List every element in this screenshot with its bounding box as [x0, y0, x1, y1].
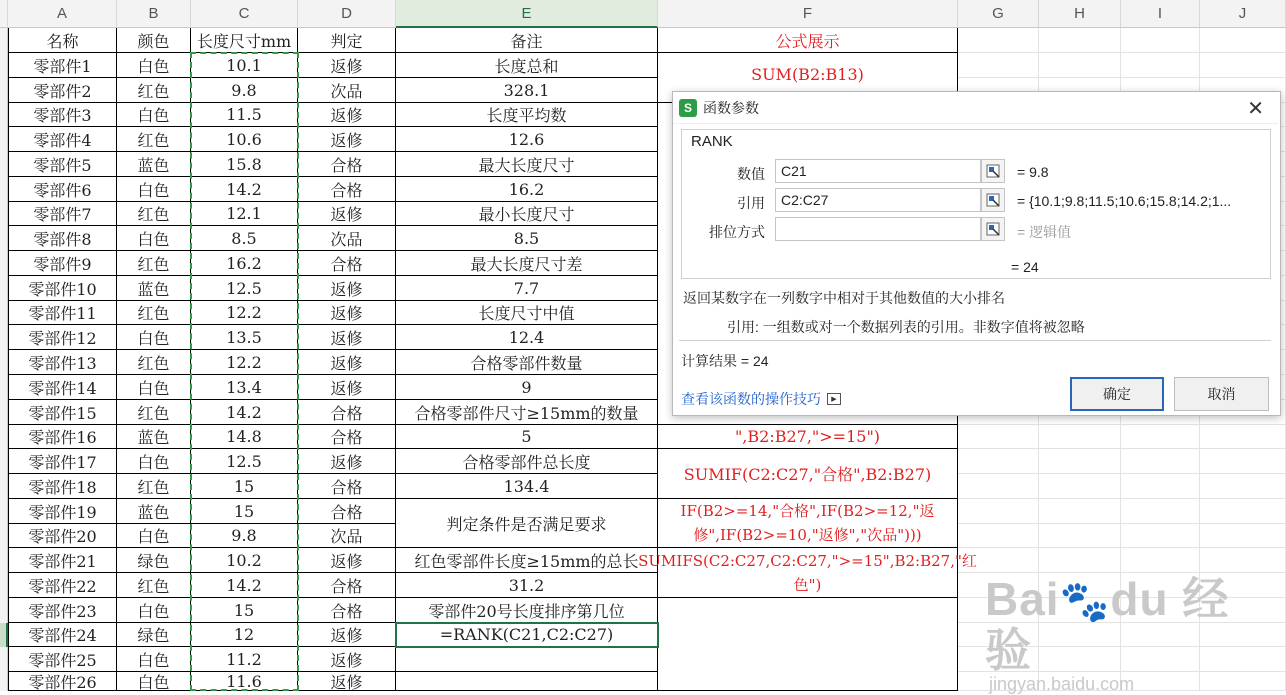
table-cell[interactable]: 次品 — [298, 78, 396, 103]
notes-cell[interactable] — [396, 672, 658, 691]
column-header-h[interactable]: H — [1039, 0, 1121, 28]
table-cell[interactable]: 15 — [191, 499, 298, 524]
cancel-button[interactable]: 取消 — [1174, 377, 1269, 411]
table-cell[interactable]: 返修 — [298, 276, 396, 301]
table-cell[interactable]: 零部件6 — [8, 177, 117, 202]
table-cell[interactable]: 次品 — [298, 524, 396, 548]
table-cell[interactable]: 零部件18 — [8, 474, 117, 499]
empty-cell[interactable] — [1200, 28, 1286, 53]
table-cell[interactable]: 蓝色 — [117, 152, 191, 177]
table-cell[interactable]: 次品 — [298, 226, 396, 251]
notes-cell[interactable]: =RANK(C21,C2:C27) — [396, 623, 658, 647]
notes-cell[interactable]: 判定条件是否满足要求 — [396, 499, 658, 548]
table-cell[interactable]: 白色 — [117, 325, 191, 350]
notes-cell[interactable]: 16.2 — [396, 177, 658, 202]
table-cell[interactable]: 返修 — [298, 548, 396, 573]
table-cell[interactable]: 12.2 — [191, 301, 298, 325]
notes-cell[interactable]: 红色零部件长度≥15mm的总长 — [396, 548, 658, 573]
formula-cell[interactable]: 公式展示 — [658, 28, 958, 53]
table-cell[interactable]: 长度尺寸mm — [191, 28, 298, 53]
column-header-b[interactable]: B — [117, 0, 191, 28]
empty-cell[interactable] — [1039, 499, 1121, 524]
table-cell[interactable]: 白色 — [117, 375, 191, 400]
order-input[interactable] — [775, 217, 981, 241]
table-cell[interactable]: 零部件2 — [8, 78, 117, 103]
empty-cell[interactable] — [1039, 425, 1121, 449]
table-cell[interactable]: 14.2 — [191, 400, 298, 425]
function-name: RANK — [691, 133, 733, 150]
notes-cell[interactable]: 8.5 — [396, 226, 658, 251]
empty-cell[interactable] — [1121, 449, 1200, 474]
empty-cell[interactable] — [1121, 672, 1200, 691]
table-cell[interactable]: 14.2 — [191, 573, 298, 598]
table-cell[interactable]: 9.8 — [191, 524, 298, 548]
table-cell[interactable]: 零部件5 — [8, 152, 117, 177]
empty-cell[interactable] — [958, 474, 1039, 499]
empty-cell[interactable] — [1121, 28, 1200, 53]
empty-cell[interactable] — [958, 647, 1039, 672]
active-cell-e24[interactable] — [395, 622, 659, 648]
formula-cell[interactable]: SUM(B2:B13) — [658, 53, 958, 103]
overall-result: = 24 — [1011, 259, 1039, 275]
table-cell[interactable]: 白色 — [117, 103, 191, 127]
empty-cell[interactable] — [958, 28, 1039, 53]
notes-cell[interactable]: 最小长度尺寸 — [396, 202, 658, 226]
table-cell[interactable]: 合格 — [298, 598, 396, 623]
notes-cell[interactable]: 328.1 — [396, 78, 658, 103]
param-label-order: 排位方式 — [709, 224, 765, 240]
table-cell[interactable]: 返修 — [298, 449, 396, 474]
table-cell[interactable]: 红色 — [117, 350, 191, 375]
empty-cell[interactable] — [1039, 53, 1121, 78]
notes-cell[interactable]: 合格零部件数量 — [396, 350, 658, 375]
table-cell[interactable]: 红色 — [117, 127, 191, 152]
table-cell[interactable]: 零部件9 — [8, 251, 117, 276]
table-cell[interactable]: 12.1 — [191, 202, 298, 226]
empty-cell[interactable] — [958, 449, 1039, 474]
empty-cell[interactable] — [1121, 53, 1200, 78]
table-cell[interactable]: 零部件12 — [8, 325, 117, 350]
table-cell[interactable]: 8.5 — [191, 226, 298, 251]
notes-cell[interactable]: 零部件20号长度排序第几位 — [396, 598, 658, 623]
empty-cell[interactable] — [1121, 548, 1200, 573]
empty-cell[interactable] — [1121, 425, 1200, 449]
table-cell[interactable]: 11.5 — [191, 103, 298, 127]
table-cell[interactable]: 12.5 — [191, 276, 298, 301]
table-cell[interactable]: 返修 — [298, 672, 396, 691]
empty-cell[interactable] — [958, 623, 1039, 647]
number-input[interactable]: C21 — [775, 159, 981, 183]
column-header-a[interactable]: A — [8, 0, 117, 28]
empty-cell[interactable] — [1121, 499, 1200, 524]
table-cell[interactable]: 11.6 — [191, 672, 298, 691]
notes-cell[interactable]: 长度平均数 — [396, 103, 658, 127]
help-link[interactable] — [681, 389, 841, 409]
column-header-i[interactable]: I — [1121, 0, 1200, 28]
select-all-corner[interactable] — [0, 0, 8, 28]
empty-cell[interactable] — [958, 499, 1039, 524]
empty-cell[interactable] — [1039, 573, 1121, 598]
notes-cell[interactable]: 合格零部件尺寸≥15mm的数量 — [396, 400, 658, 425]
param-label-ref: 引用 — [737, 195, 765, 211]
table-cell[interactable]: 合格 — [298, 499, 396, 524]
table-cell[interactable]: 合格 — [298, 251, 396, 276]
table-cell[interactable]: 零部件22 — [8, 573, 117, 598]
empty-cell[interactable] — [1200, 598, 1286, 623]
table-cell[interactable]: 返修 — [298, 301, 396, 325]
table-cell[interactable]: 零部件24 — [8, 623, 117, 647]
wps-s-icon: S — [679, 99, 697, 117]
table-cell[interactable]: 12 — [191, 623, 298, 647]
param-description: 引用: 一组数或对一个数据列表的引用。非数字值将被忽略 — [727, 319, 1085, 335]
empty-cell[interactable] — [1121, 524, 1200, 548]
table-cell[interactable]: 零部件17 — [8, 449, 117, 474]
table-cell[interactable]: 14.8 — [191, 425, 298, 449]
table-cell[interactable]: 零部件25 — [8, 647, 117, 672]
empty-cell[interactable] — [1200, 449, 1286, 474]
table-cell[interactable]: 红色 — [117, 251, 191, 276]
table-cell[interactable]: 10.2 — [191, 548, 298, 573]
column-header-e[interactable]: E — [396, 0, 658, 28]
empty-cell[interactable] — [958, 598, 1039, 623]
table-cell[interactable]: 判定 — [298, 28, 396, 53]
empty-cell[interactable] — [1200, 573, 1286, 598]
empty-cell[interactable] — [958, 524, 1039, 548]
notes-cell[interactable]: 12.6 — [396, 127, 658, 152]
table-cell[interactable]: 11.2 — [191, 647, 298, 672]
empty-cell[interactable] — [1039, 28, 1121, 53]
ok-button[interactable]: 确定 — [1070, 377, 1164, 411]
empty-cell[interactable] — [958, 672, 1039, 691]
empty-cell[interactable] — [1121, 573, 1200, 598]
empty-cell[interactable] — [1200, 425, 1286, 449]
empty-cell[interactable] — [1200, 474, 1286, 499]
empty-cell[interactable] — [1200, 623, 1286, 647]
table-cell[interactable]: 零部件21 — [8, 548, 117, 573]
function-description: 返回某数字在一列数字中相对于其他数值的大小排名 — [683, 290, 1005, 306]
range-picker-icon[interactable] — [981, 159, 1005, 183]
table-cell[interactable]: 10.1 — [191, 53, 298, 78]
empty-cell[interactable] — [1200, 548, 1286, 573]
table-cell[interactable]: 合格 — [298, 474, 396, 499]
table-cell[interactable]: 白色 — [117, 449, 191, 474]
table-cell[interactable]: 蓝色 — [117, 276, 191, 301]
row-header-selected — [0, 623, 8, 647]
table-cell[interactable]: 零部件15 — [8, 400, 117, 425]
notes-cell[interactable]: 长度总和 — [396, 53, 658, 78]
notes-cell[interactable] — [396, 647, 658, 672]
notes-cell[interactable]: 9 — [396, 375, 658, 400]
table-cell[interactable]: 合格 — [298, 400, 396, 425]
row-gutter — [0, 28, 8, 691]
notes-cell[interactable]: 合格零部件总长度 — [396, 449, 658, 474]
table-cell[interactable]: 12.2 — [191, 350, 298, 375]
empty-cell[interactable] — [1039, 548, 1121, 573]
table-cell[interactable]: 零部件26 — [8, 672, 117, 691]
empty-cell[interactable] — [1200, 53, 1286, 78]
table-cell[interactable]: 10.6 — [191, 127, 298, 152]
table-cell[interactable]: 合格 — [298, 152, 396, 177]
column-header-f[interactable]: F — [658, 0, 958, 28]
table-cell[interactable]: 15 — [191, 474, 298, 499]
table-cell[interactable]: 红色 — [117, 400, 191, 425]
formula-cell[interactable]: ",B2:B27,">=15") — [658, 425, 958, 449]
empty-cell[interactable] — [1121, 623, 1200, 647]
header-name[interactable]: 名称 — [8, 28, 117, 53]
table-cell[interactable]: 返修 — [298, 350, 396, 375]
notes-cell[interactable]: 12.4 — [396, 325, 658, 350]
table-cell[interactable]: 零部件7 — [8, 202, 117, 226]
column-header-g[interactable]: G — [958, 0, 1039, 28]
table-cell[interactable]: 零部件14 — [8, 375, 117, 400]
table-cell[interactable]: 白色 — [117, 598, 191, 623]
table-cell[interactable]: 红色 — [117, 573, 191, 598]
table-cell[interactable]: 零部件23 — [8, 598, 117, 623]
notes-cell[interactable]: 134.4 — [396, 474, 658, 499]
table-cell[interactable]: 返修 — [298, 325, 396, 350]
table-cell[interactable]: 蓝色 — [117, 425, 191, 449]
ref-result: = {10.1;9.8;11.5;10.6;15.8;14.2;1... — [1017, 193, 1232, 209]
table-cell[interactable]: 14.2 — [191, 177, 298, 202]
table-cell[interactable]: 返修 — [298, 202, 396, 226]
table-cell[interactable]: 15 — [191, 598, 298, 623]
table-cell[interactable]: 16.2 — [191, 251, 298, 276]
table-cell[interactable]: 返修 — [298, 647, 396, 672]
dialog-title: 函数参数 — [703, 99, 759, 116]
column-header-d[interactable]: D — [298, 0, 396, 28]
table-cell[interactable]: 白色 — [117, 524, 191, 548]
table-cell[interactable]: 红色 — [117, 78, 191, 103]
empty-cell[interactable] — [1121, 647, 1200, 672]
table-cell[interactable]: 红色 — [117, 474, 191, 499]
table-cell[interactable]: 15.8 — [191, 152, 298, 177]
table-cell[interactable]: 返修 — [298, 53, 396, 78]
baidu-jingyan-watermark: Bai🐾du 经验 jingyan.baidu.com — [985, 573, 1230, 694]
calc-result: 计算结果 = 24 — [681, 353, 769, 369]
table-cell[interactable]: 零部件8 — [8, 226, 117, 251]
notes-cell[interactable]: 31.2 — [396, 573, 658, 598]
empty-cell[interactable] — [1039, 647, 1121, 672]
notes-header[interactable]: 备注 — [396, 28, 658, 53]
empty-cell[interactable] — [1039, 598, 1121, 623]
close-icon[interactable]: ✕ — [1247, 98, 1264, 120]
table-cell[interactable]: 返修 — [298, 103, 396, 127]
empty-cell[interactable] — [958, 548, 1039, 573]
table-cell[interactable]: 白色 — [117, 53, 191, 78]
table-cell[interactable]: 合格 — [298, 177, 396, 202]
table-cell[interactable]: 返修 — [298, 623, 396, 647]
table-cell[interactable]: 蓝色 — [117, 499, 191, 524]
table-cell[interactable]: 零部件19 — [8, 499, 117, 524]
empty-cell[interactable] — [1039, 449, 1121, 474]
help-link-text[interactable]: 查看该函数的操作技巧 — [681, 391, 821, 407]
ref-input[interactable]: C2:C27 — [775, 188, 981, 212]
order-result: = 逻辑值 — [1017, 224, 1072, 240]
number-result: = 9.8 — [1017, 164, 1049, 180]
notes-cell[interactable]: 长度尺寸中值 — [396, 301, 658, 325]
table-cell[interactable]: 13.4 — [191, 375, 298, 400]
empty-cell[interactable] — [1039, 623, 1121, 647]
empty-cell[interactable] — [1121, 474, 1200, 499]
table-cell[interactable]: 13.5 — [191, 325, 298, 350]
table-cell[interactable]: 红色 — [117, 301, 191, 325]
formula-cell[interactable]: SUMIF(C2:C27,"合格",B2:B27) — [658, 449, 958, 499]
table-cell[interactable]: 返修 — [298, 127, 396, 152]
table-cell[interactable]: 零部件3 — [8, 103, 117, 127]
table-cell[interactable]: 12.5 — [191, 449, 298, 474]
notes-cell[interactable]: 最大长度尺寸差 — [396, 251, 658, 276]
empty-cell[interactable] — [1200, 672, 1286, 691]
formula-cell[interactable]: SUMIFS(C2:C27,C2:C27,">=15",B2:B27,"红色") — [658, 548, 958, 598]
range-picker-icon[interactable] — [981, 217, 1005, 241]
table-cell[interactable]: 零部件16 — [8, 425, 117, 449]
notes-cell[interactable]: 最大长度尺寸 — [396, 152, 658, 177]
formula-cell[interactable] — [658, 598, 958, 691]
param-label-number: 数值 — [737, 166, 765, 182]
empty-cell[interactable] — [1039, 672, 1121, 691]
formula-cell[interactable]: IF(B2>=14,"合格",IF(B2>=12,"返修",IF(B2>=10,"返修","次品"))) — [658, 499, 958, 548]
table-cell[interactable]: 零部件10 — [8, 276, 117, 301]
empty-cell[interactable] — [958, 425, 1039, 449]
table-cell[interactable]: 零部件1 — [8, 53, 117, 78]
table-cell[interactable]: 零部件13 — [8, 350, 117, 375]
column-header-j[interactable]: J — [1200, 0, 1286, 28]
table-cell[interactable]: 白色 — [117, 647, 191, 672]
empty-cell[interactable] — [1039, 474, 1121, 499]
column-header-c[interactable]: C — [191, 0, 298, 28]
table-cell[interactable]: 红色 — [117, 202, 191, 226]
empty-cell[interactable] — [1200, 647, 1286, 672]
empty-cell[interactable] — [1039, 524, 1121, 548]
table-cell[interactable]: 白色 — [117, 226, 191, 251]
table-cell[interactable]: 白色 — [117, 672, 191, 691]
notes-cell[interactable]: 5 — [396, 425, 658, 449]
table-cell[interactable]: 绿色 — [117, 548, 191, 573]
table-cell[interactable]: 合格 — [298, 425, 396, 449]
function-arguments-dialog — [672, 91, 1281, 416]
play-icon: ▶ — [827, 393, 841, 405]
table-cell[interactable]: 零部件20 — [8, 524, 117, 548]
empty-cell[interactable] — [958, 53, 1039, 78]
table-cell[interactable]: 返修 — [298, 375, 396, 400]
table-cell[interactable]: 零部件4 — [8, 127, 117, 152]
table-cell[interactable]: 绿色 — [117, 623, 191, 647]
table-cell[interactable]: 零部件11 — [8, 301, 117, 325]
empty-cell[interactable] — [1200, 499, 1286, 524]
table-cell[interactable]: 9.8 — [191, 78, 298, 103]
range-picker-icon[interactable] — [981, 188, 1005, 212]
table-cell[interactable]: 颜色 — [117, 28, 191, 53]
notes-cell[interactable]: 7.7 — [396, 276, 658, 301]
empty-cell[interactable] — [1200, 524, 1286, 548]
empty-cell[interactable] — [958, 573, 1039, 598]
table-cell[interactable]: 白色 — [117, 177, 191, 202]
table-cell[interactable]: 合格 — [298, 573, 396, 598]
divider — [679, 340, 1271, 341]
empty-cell[interactable] — [1121, 598, 1200, 623]
dialog-titlebar[interactable] — [673, 92, 1278, 124]
